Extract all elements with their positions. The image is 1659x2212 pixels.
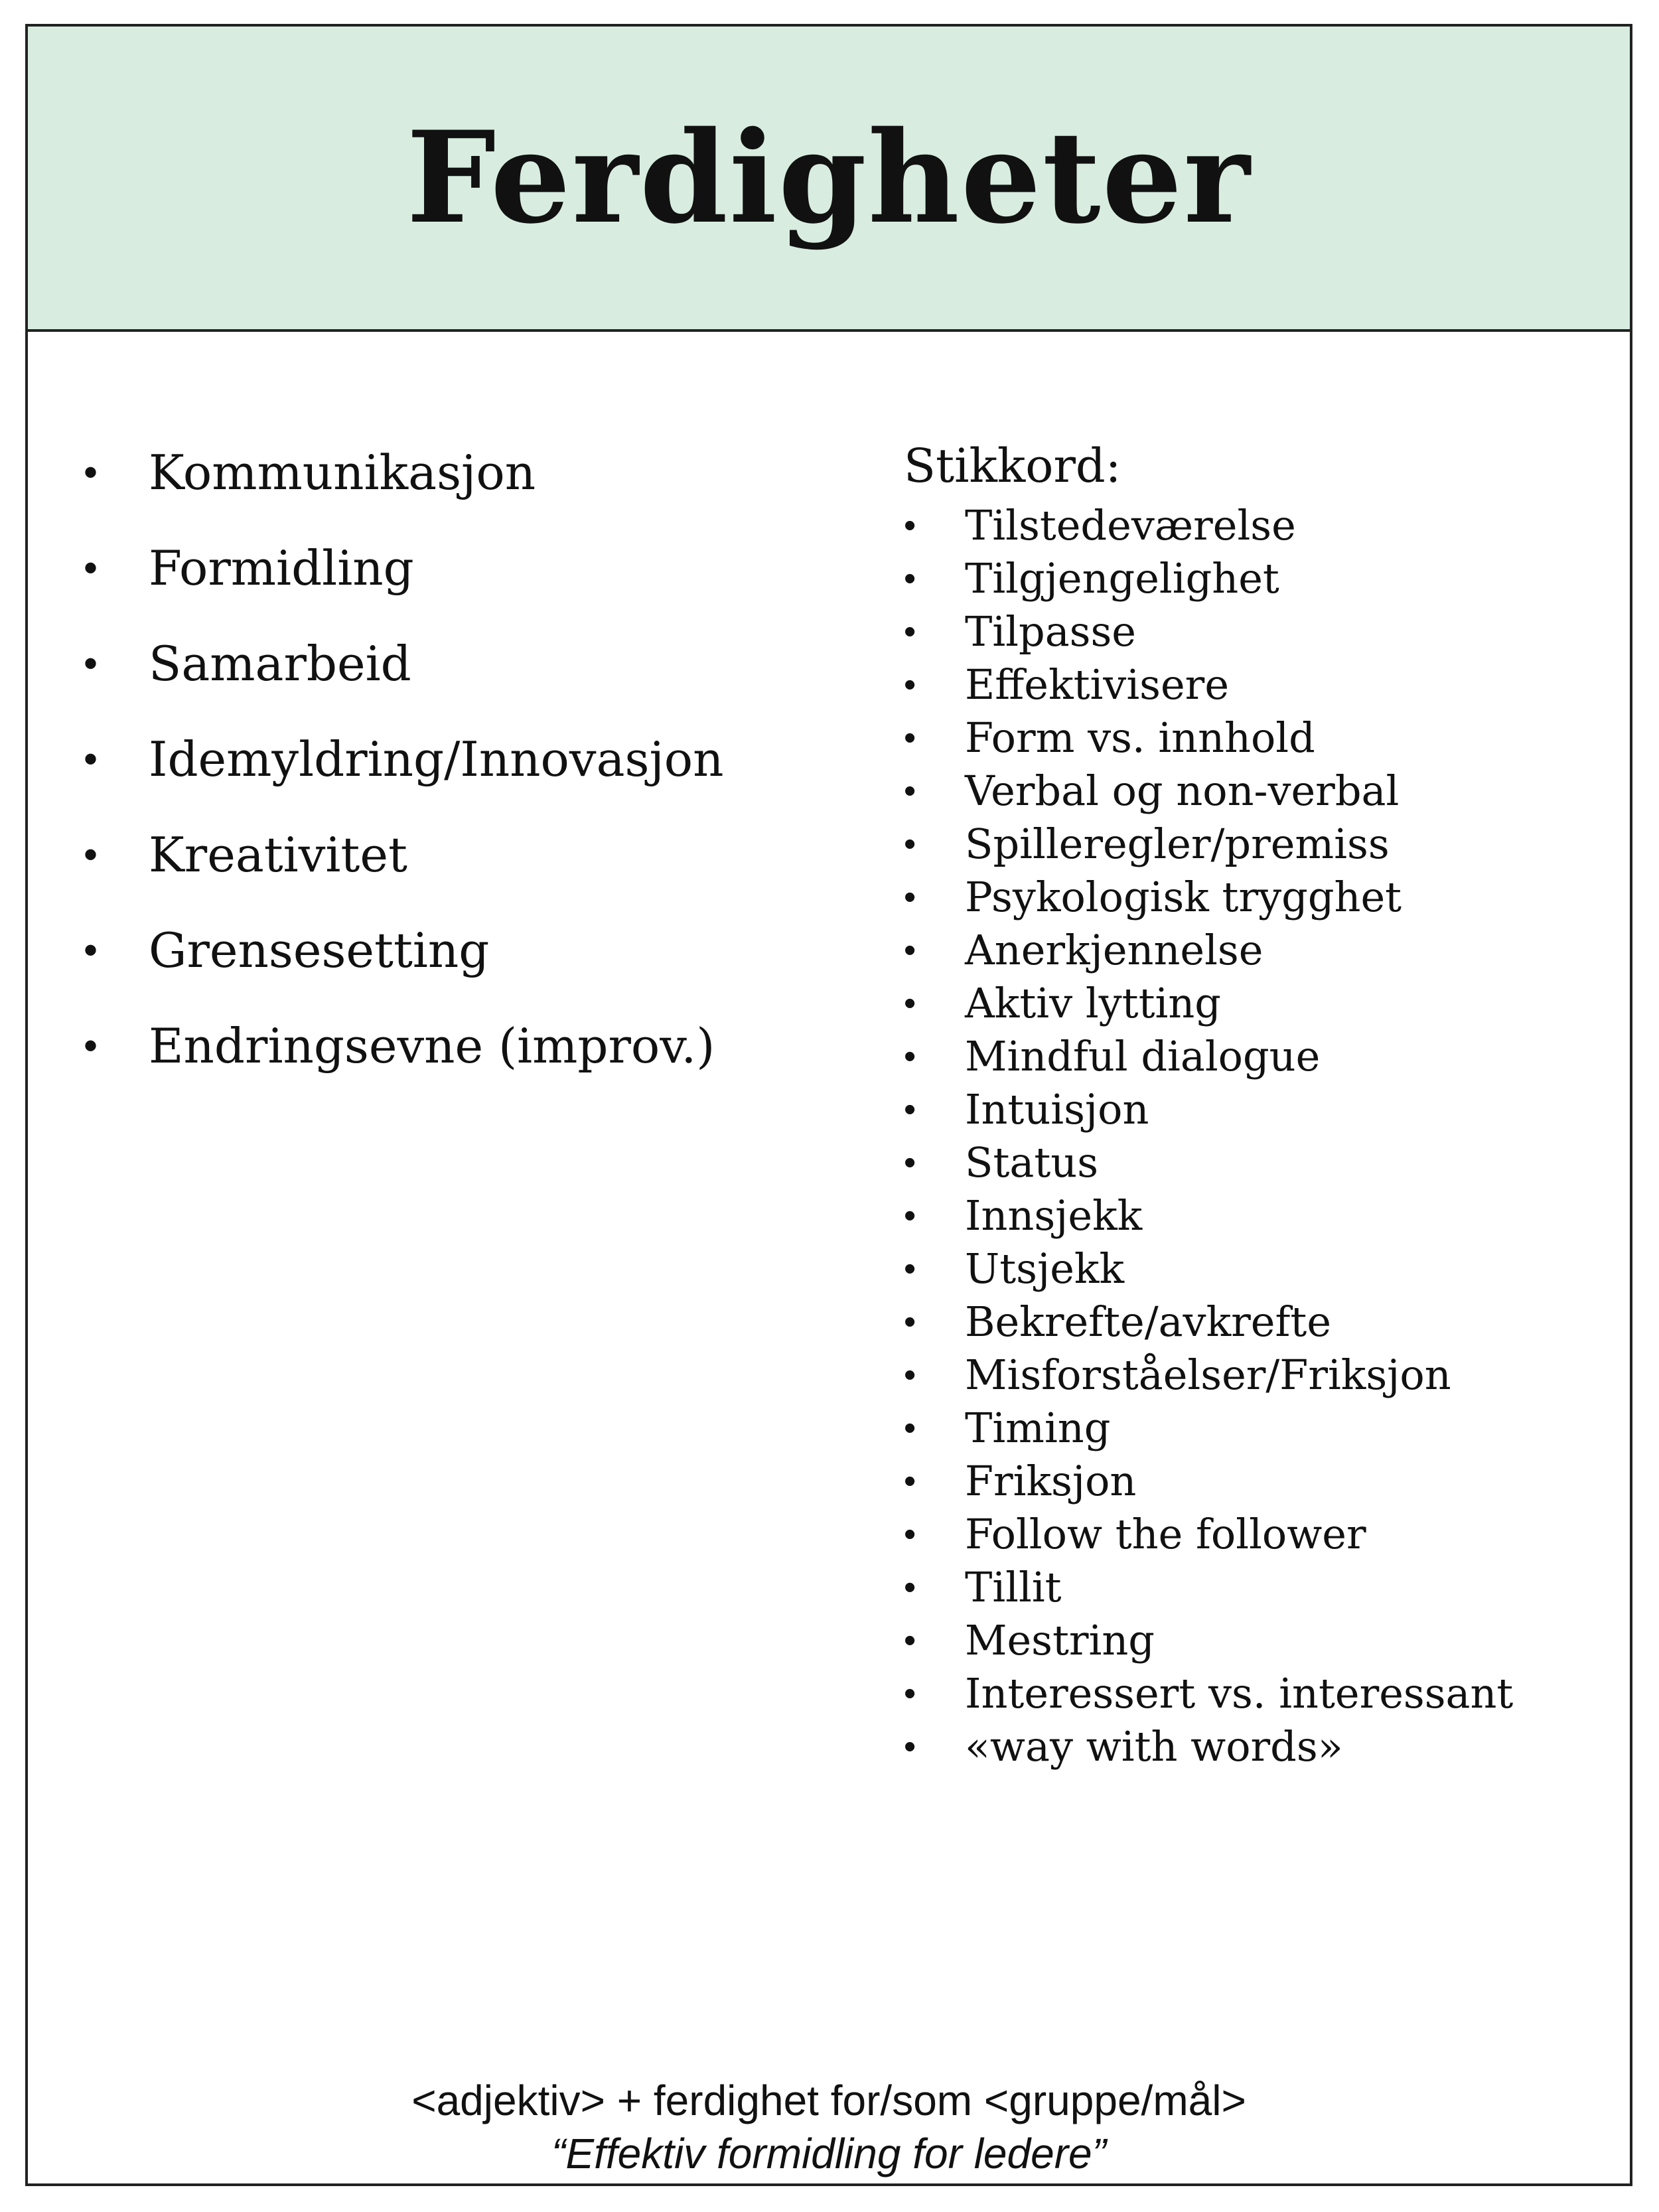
bullet-icon: •	[904, 984, 916, 1023]
keyword-label: Form vs. innhold	[965, 713, 1315, 762]
keyword-label: Verbal og non-verbal	[965, 767, 1400, 815]
keyword-label: Utsjekk	[965, 1244, 1125, 1293]
list-item	[904, 1720, 1621, 1773]
skill-label: Grensesetting	[149, 922, 490, 978]
keyword-label: Follow the follower	[965, 1510, 1366, 1558]
list-item	[904, 924, 1621, 977]
keyword-label: Tilpasse	[965, 607, 1136, 656]
bullet-icon: •	[904, 613, 916, 651]
bullet-icon: •	[904, 1462, 916, 1501]
bullet-icon: •	[904, 719, 916, 757]
keyword-label: Status	[965, 1138, 1099, 1187]
list-item	[28, 903, 857, 998]
bullet-icon: •	[84, 450, 98, 494]
formula-text: <adjektiv> + ferdighet for/som <gruppe/mål>	[411, 2077, 1246, 2124]
list-item	[28, 998, 857, 1094]
keyword-label: Friksjon	[965, 1457, 1137, 1505]
list-item	[904, 1667, 1621, 1720]
skill-label: Formidling	[149, 540, 414, 596]
list-item	[904, 499, 1621, 552]
bullet-icon: •	[904, 1621, 916, 1660]
list-item	[904, 1402, 1621, 1455]
bullet-icon: •	[904, 1143, 916, 1182]
keyword-label: Timing	[965, 1404, 1111, 1452]
bullet-icon: •	[904, 1197, 916, 1235]
bullet-icon: •	[904, 1568, 916, 1607]
keyword-label: Tilgjengelighet	[965, 554, 1279, 603]
list-item	[904, 1083, 1621, 1136]
bullet-icon: •	[904, 878, 916, 917]
keyword-label: Innsjekk	[965, 1191, 1143, 1240]
example-text: “Effektiv formidling for ledere”	[551, 2130, 1106, 2177]
keyword-label: Mestring	[965, 1616, 1155, 1664]
keyword-label: Tilstedeværelse	[965, 501, 1296, 550]
footer	[28, 2074, 1630, 2180]
list-item	[28, 425, 857, 520]
keyword-label: Tillit	[965, 1563, 1062, 1611]
bullet-icon: •	[904, 1728, 916, 1766]
bullet-icon: •	[904, 1250, 916, 1288]
list-item	[904, 605, 1621, 658]
bullet-icon: •	[904, 772, 916, 810]
bullet-icon: •	[904, 1356, 916, 1394]
list-item	[28, 520, 857, 616]
keyword-label: «way with words»	[965, 1722, 1343, 1771]
list-item	[904, 1349, 1621, 1402]
page-title: Ferdigheter	[406, 104, 1252, 252]
list-item	[904, 1508, 1621, 1561]
list-item	[904, 871, 1621, 924]
skill-label: Samarbeid	[149, 636, 411, 692]
skill-label: Idemyldring/Innovasjon	[149, 731, 724, 787]
keyword-label: Psykologisk trygghet	[965, 873, 1402, 921]
list-item	[904, 1455, 1621, 1508]
keyword-label: Anerkjennelse	[965, 926, 1263, 974]
bullet-icon: •	[904, 1674, 916, 1713]
bullet-icon: •	[84, 546, 98, 590]
bullet-icon: •	[904, 666, 916, 704]
bullet-icon: •	[84, 832, 98, 877]
list-item	[904, 711, 1621, 765]
list-item	[904, 1242, 1621, 1295]
keywords-section	[904, 433, 1621, 1773]
bullet-icon: •	[904, 1037, 916, 1076]
keyword-label: Misforståelser/Friksjon	[965, 1351, 1451, 1399]
bullet-icon: •	[904, 506, 916, 545]
list-item	[904, 1136, 1621, 1189]
list-item	[904, 818, 1621, 871]
keywords-list	[904, 499, 1621, 1773]
list-item	[904, 1189, 1621, 1242]
list-item	[904, 552, 1621, 605]
bullet-icon: •	[904, 1090, 916, 1129]
bullet-icon: •	[904, 1515, 916, 1554]
keywords-heading: Stikkord:	[904, 439, 1121, 493]
keyword-label: Mindful dialogue	[965, 1032, 1321, 1080]
skill-label: Endringsevne (improv.)	[149, 1018, 715, 1074]
list-item	[28, 616, 857, 711]
bullet-icon: •	[904, 559, 916, 598]
skill-label: Kommunikasjon	[149, 445, 536, 500]
list-item	[904, 1614, 1621, 1667]
skill-label: Kreativitet	[149, 827, 407, 883]
keyword-label: Interessert vs. interessant	[965, 1669, 1514, 1718]
bullet-icon: •	[904, 1409, 916, 1447]
bullet-icon: •	[84, 928, 98, 972]
list-item	[904, 765, 1621, 818]
title-banner	[28, 27, 1630, 332]
list-item	[904, 1295, 1621, 1349]
keyword-label: Effektivisere	[965, 660, 1230, 709]
bullet-icon: •	[84, 1023, 98, 1068]
list-item	[28, 711, 857, 807]
keyword-label: Bekrefte/avkrefte	[965, 1297, 1332, 1346]
slide-card	[25, 24, 1632, 2186]
list-item	[904, 1561, 1621, 1614]
list-item	[28, 807, 857, 903]
bullet-icon: •	[904, 1303, 916, 1341]
bullet-icon: •	[84, 737, 98, 781]
list-item	[904, 1030, 1621, 1083]
bullet-icon: •	[84, 641, 98, 686]
bullet-icon: •	[904, 825, 916, 863]
keyword-label: Aktiv lytting	[965, 979, 1221, 1027]
keyword-label: Spilleregler/premiss	[965, 820, 1390, 868]
list-item	[904, 977, 1621, 1030]
keyword-label: Intuisjon	[965, 1085, 1149, 1134]
skills-list	[28, 425, 857, 1094]
list-item	[904, 658, 1621, 711]
bullet-icon: •	[904, 931, 916, 970]
